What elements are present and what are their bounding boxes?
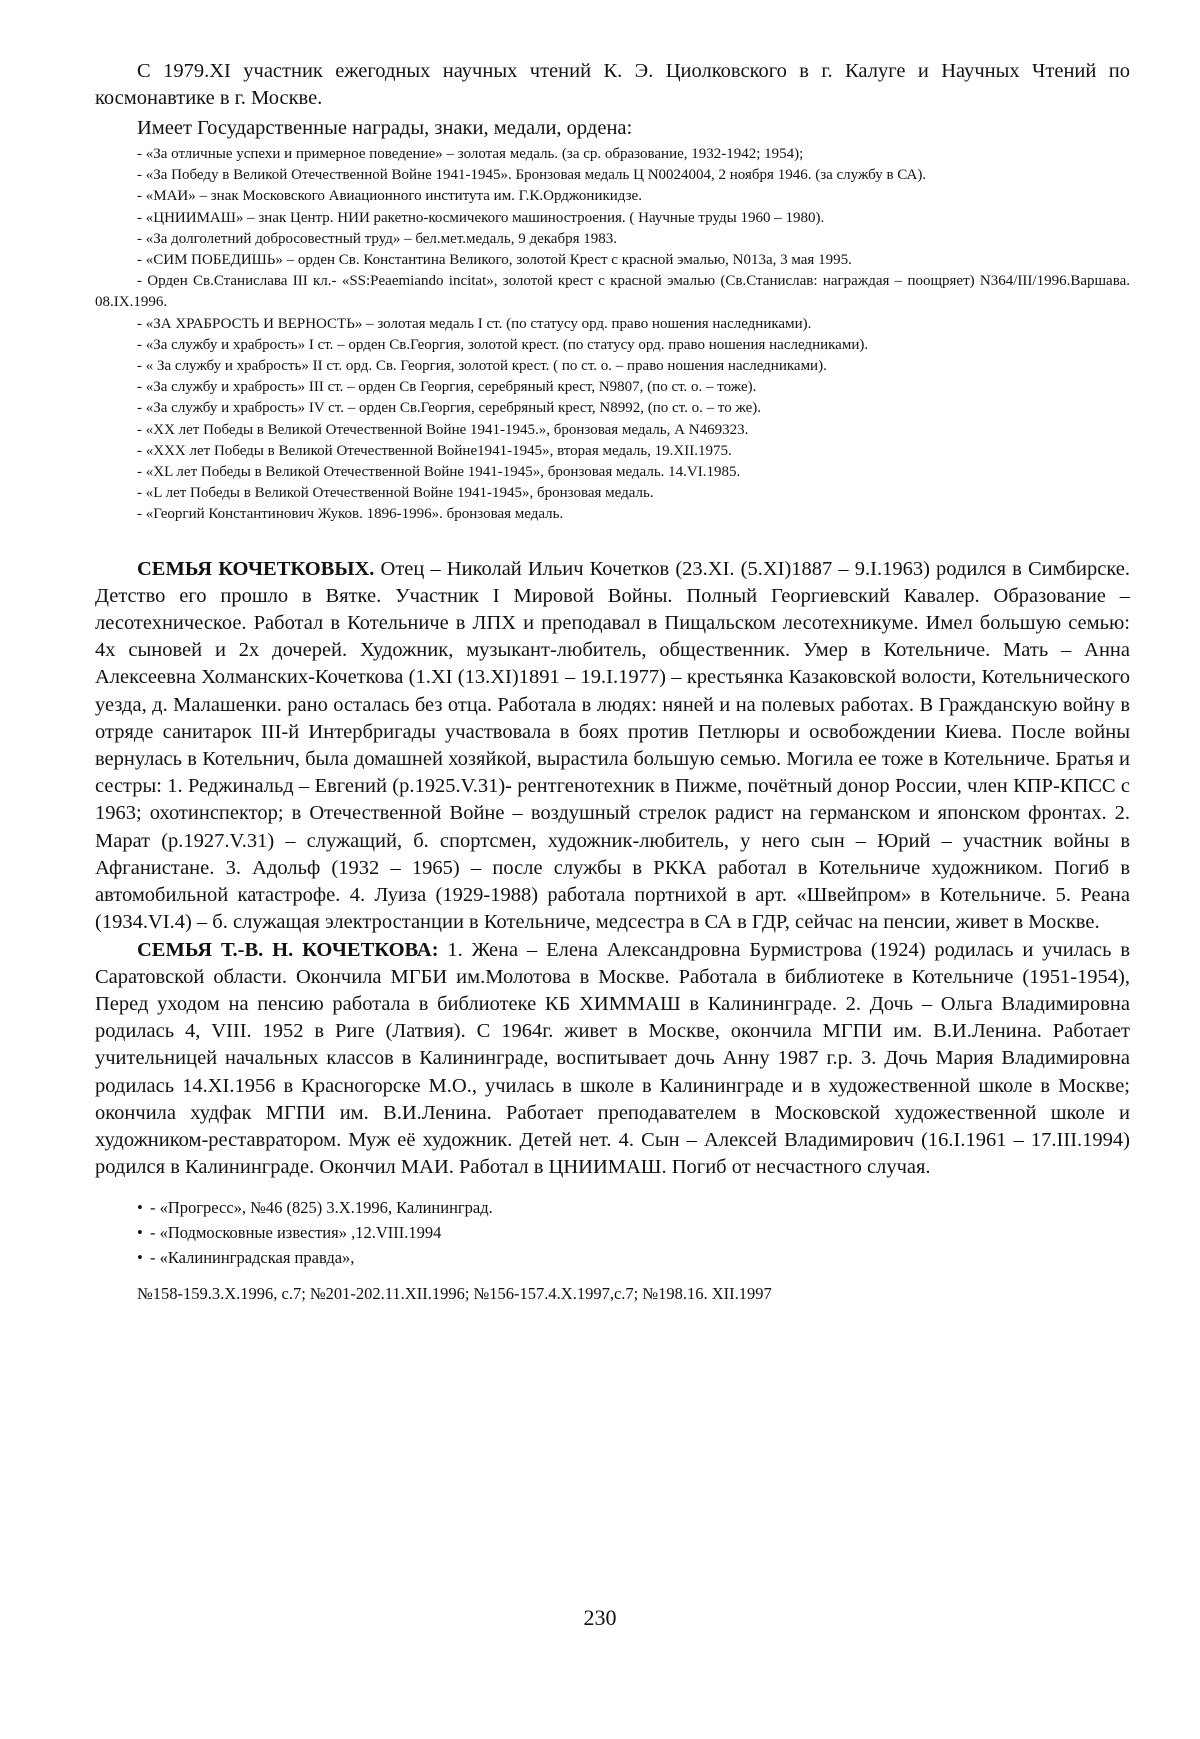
family-kochetkov-text: Отец – Николай Ильич Кочетков (23.XI. (5.XI)1887 – 9.I.1963) родился в Симбирске. Детство его прошло в Вятке. Участник I Мировой Войны. Полный Георгиевский Кавалер. Образование – лесотехническое. Работал в Котельниче в ЛПХ и преподавал в Пищальском лесотехникуме. Имел большую семью: 4х сыновей и 2х дочерей. Художник, музыкант-любитель, общественник. Умер в Котельниче. Мать – Анна Алексеевна Холманских-Кочеткова (1.XI (13.XI)1891 – 19.I.1977) – крестьянка Казаковской волости, Котельнического уезда, д. Малашенки. рано осталась без отца. Работала в людях: няней и на полевых работах. В Гражданскую войну в отряде санитарок III-й Интербригады участвовала в боях против Петлюры и освобождении Киева. После войны вернулась в Котельнич, была домашней хозяйкой, вырастила большую семью. Могила ее тоже в Котельниче. Братья и сестры: 1. Реджинальд – Евгений (р.1925.V.31)- рентгенотехник в Пижме, почётный донор России, член КПР-КПСС с 1963; охотинспектор; в Отечественной Войне – воздушный стрелок радист на германском и японском фронтах. 2. Марат (р.1927.V.31) – служащий, б. спортсмен, художник-любитель, у него сын – Юрий – участник войны в Афганистане. 3. Адольф (1932 – 1965) – после службы в РККА работал в Котельниче художником. Погиб в автомобильной катастрофе. 4. Луиза (1929-1988) работала портнихой в арт. «Швейпром» в Котельниче. 5. Реана (1934.VI.4) – б. служащая электростанции в Котельниче, медсестра в СА в ГДР, сейчас на пенсии, живет в Москве. <box>95 557 1130 934</box>
award-item: - «L лет Победы в Великой Отечественной Войне 1941-1945», бронзовая медаль. <box>137 485 654 502</box>
award-item: - «За Победу в Великой Отечественной Войне 1941-1945». Бронзовая медаль Ц N0024004, 2 ноября 1946. (за службу в СА). <box>137 167 927 184</box>
award-item: - «ЗА ХРАБРОСТЬ И ВЕРНОСТЬ» – золотая медаль I ст. (по статусу орд. право ношения наследниками). <box>137 315 812 332</box>
award-item: - «МАИ» – знак Московского Авиационного института им. Г.К.Орджоникидзе. <box>137 188 642 205</box>
award-item: - «XXX лет Победы в Великой Отечественной Войне1941-1945», вторая медаль, 19.XII.1975. <box>137 442 732 459</box>
award-item: - «За службу и храбрость» I ст. – орден Св.Георгия, золотой крест. (по статусу орд. право ношения наследниками). <box>137 336 869 353</box>
bullet-icon: • <box>137 1198 143 1218</box>
award-item: - Орден Св.Станислава III кл.- «SS:Peaemiando incitat», золотой крест с красной эмалью (Св.Станислав: награждая – поощряет) N364/III/1996.Варшава. 08.IX.1996. <box>95 273 1130 311</box>
award-item: - «За отличные успехи и примерное поведение» – золотая медаль. (за ср. образование, 1932-1942; 1954); <box>137 146 804 162</box>
award-item: - «Георгий Константинович Жуков. 1896-1996». бронзовая медаль. <box>137 506 564 523</box>
family-tv-kochetkov-title: СЕМЬЯ Т.-В. Н. КОЧЕТКОВА: <box>137 938 439 961</box>
page-number: 230 <box>583 1605 617 1630</box>
intro-paragraph: С 1979.XI участник ежегодных научных чтений К. Э. Циолковского в г. Калуге и Научных Чтений по космонавтике в г. Москве. <box>95 60 1130 109</box>
bullet-icon: • <box>137 1223 143 1243</box>
references-list <box>95 1195 1130 1270</box>
family-tv-kochetkov-paragraph <box>95 937 1130 1182</box>
reference-item: • - «Подмосковные известия» ,12.VIII.1994 <box>95 1220 1130 1245</box>
bullet-icon: • <box>137 1248 143 1268</box>
award-item: - «За службу и храбрость» III ст. – орден Св Георгия, серебряный крест, N9807, (по ст. о. – тоже). <box>137 379 757 396</box>
award-item: - «ЦНИИМАШ» – знак Центр. НИИ ракетно-космичекого машиностроения. ( Научные труды 1960 – 1980). <box>137 209 825 226</box>
reference-item: • - «Калининградская правда», <box>95 1245 1130 1270</box>
award-item: - « За службу и храбрость» II ст. орд. Св. Георгия, золотой крест. ( по ст. о. – право ношения наследниками). <box>137 358 827 375</box>
award-item: - «За долголетний добросовестный труд» – бел.мет.медаль, 9 декабря 1983. <box>137 230 617 247</box>
family-kochetkov-title: СЕМЬЯ КОЧЕТКОВЫХ. <box>137 557 375 580</box>
references-issues: №158-159.3.X.1996, с.7; №201-202.11.XII.1996; №156-157.4.X.1997,с.7; №198.16. XII.1997 <box>137 1284 772 1304</box>
document-page <box>95 58 1130 1306</box>
award-item: - «СИМ ПОБЕДИШЬ» – орден Св. Константина Великого, золотой Крест с красной эмалью, N013а, 3 мая 1995. <box>137 252 852 269</box>
reference-item: • - «Прогресс», №46 (825) 3.X.1996, Калининград. <box>95 1195 1130 1220</box>
awards-heading: Имеет Государственные награды, знаки, медали, ордена: <box>137 117 633 139</box>
family-tv-kochetkov-text: 1. Жена – Елена Александровна Бурмистрова (1924) родилась и училась в Саратовской области. Окончила МГБИ им.Молотова в Москве. Работала в библиотеке в Котельниче (1951-1954), Перед уходом на пенсию работала в библиотеке КБ ХИММАШ в Калининграде. 2. Дочь – Ольга Владимировна родилась 4, VIII. 1952 в Риге (Латвия). С 1964г. живет в Москве, окончила МГПИ им. В.И.Ленина. Работает учительницей начальных классов в Калининграде, воспитывает дочь Анну 1987 г.р. 3. Дочь Мария Владимировна родилась 14.XI.1956 в Красногорске М.О., училась в школе в Калининграде и в художественной школе в Москве; окончила худфак МГПИ им. В.И.Ленина. Работает преподавателем в Московской художественной школе и художником-реставратором. Муж её художник. Детей нет. 4. Сын – Алексей Владимирович (16.I.1961 – 17.III.1994) родился в Калининграде. Окончил МАИ. Работал в ЦНИИМАШ. Погиб от несчастного случая. <box>95 938 1131 1179</box>
awards-list <box>95 144 1130 526</box>
award-item: - «XL лет Победы в Великой Отечественной Войне 1941-1945», бронзовая медаль. 14.VI.1985. <box>137 464 741 481</box>
award-item: - «XX лет Победы в Великой Отечественной Войне 1941-1945.», бронзовая медаль, А N469323. <box>137 421 749 438</box>
family-kochetkov-paragraph <box>95 556 1130 937</box>
award-item: - «За службу и храбрость» IV ст. – орден Св.Георгия, серебряный крест, N8992, (по ст. о. – то же). <box>137 400 762 417</box>
